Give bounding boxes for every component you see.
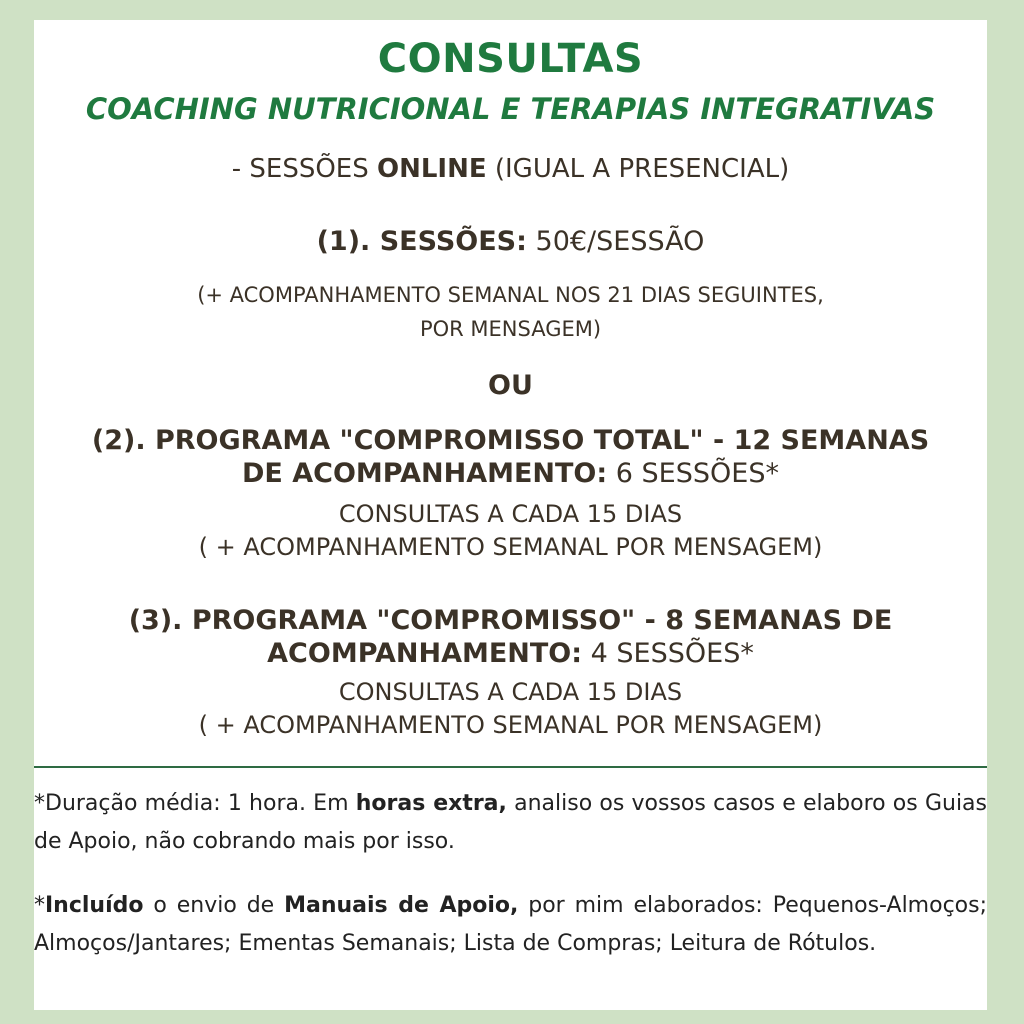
option1-label: (1). SESSÕES:	[316, 226, 527, 257]
option2-details: CONSULTAS A CADA 15 DIAS ( + ACOMPANHAMENTO SEMANAL POR MENSAGEM)	[198, 500, 823, 561]
option3-details: CONSULTAS A CADA 15 DIAS ( + ACOMPANHAMENTO SEMANAL POR MENSAGEM)	[198, 678, 823, 739]
option1-heading	[34, 226, 987, 257]
duration-note: *Duração média: 1 hora. Em horas extra, analiso os vossos casos e elaboro os Guias de Apoio, não cobrando mais por isso.	[34, 791, 987, 854]
section-divider	[34, 766, 987, 768]
online-sessions-line: - SESSÕES ONLINE (IGUAL A PRESENCIAL)	[231, 154, 790, 184]
option1-note: (+ ACOMPANHAMENTO SEMANAL NOS 21 DIAS SEGUINTES, POR MENSAGEM)	[197, 283, 824, 341]
option2-sessions: 6 SESSÕES*	[607, 458, 779, 489]
page-subtitle: COACHING NUTRICIONAL E TERAPIAS INTEGRATIVAS	[85, 92, 936, 126]
price-card	[34, 20, 987, 1010]
online-highlight: ONLINE	[376, 154, 487, 184]
option1-price: 50€/SESSÃO	[526, 226, 705, 257]
option2-heading: (2). PROGRAMA "COMPROMISSO TOTAL" - 12 SEMANAS DE ACOMPANHAMENTO: 6 SESSÕES*	[91, 425, 930, 489]
option3-sessions: 4 SESSÕES*	[582, 638, 754, 669]
page-title: CONSULTAS	[377, 36, 644, 82]
option3-heading: (3). PROGRAMA "COMPROMISSO" - 8 SEMANAS DE ACOMPANHAMENTO: 4 SESSÕES*	[128, 605, 893, 669]
or-separator: OU	[488, 370, 533, 401]
included-note: *Incluído o envio de Manuais de Apoio, por mim elaborados: Pequenos-Almoços; Almoços/Jantares; Ementas Semanais; Lista de Compras; Leitura de Rótulos.	[34, 893, 987, 956]
